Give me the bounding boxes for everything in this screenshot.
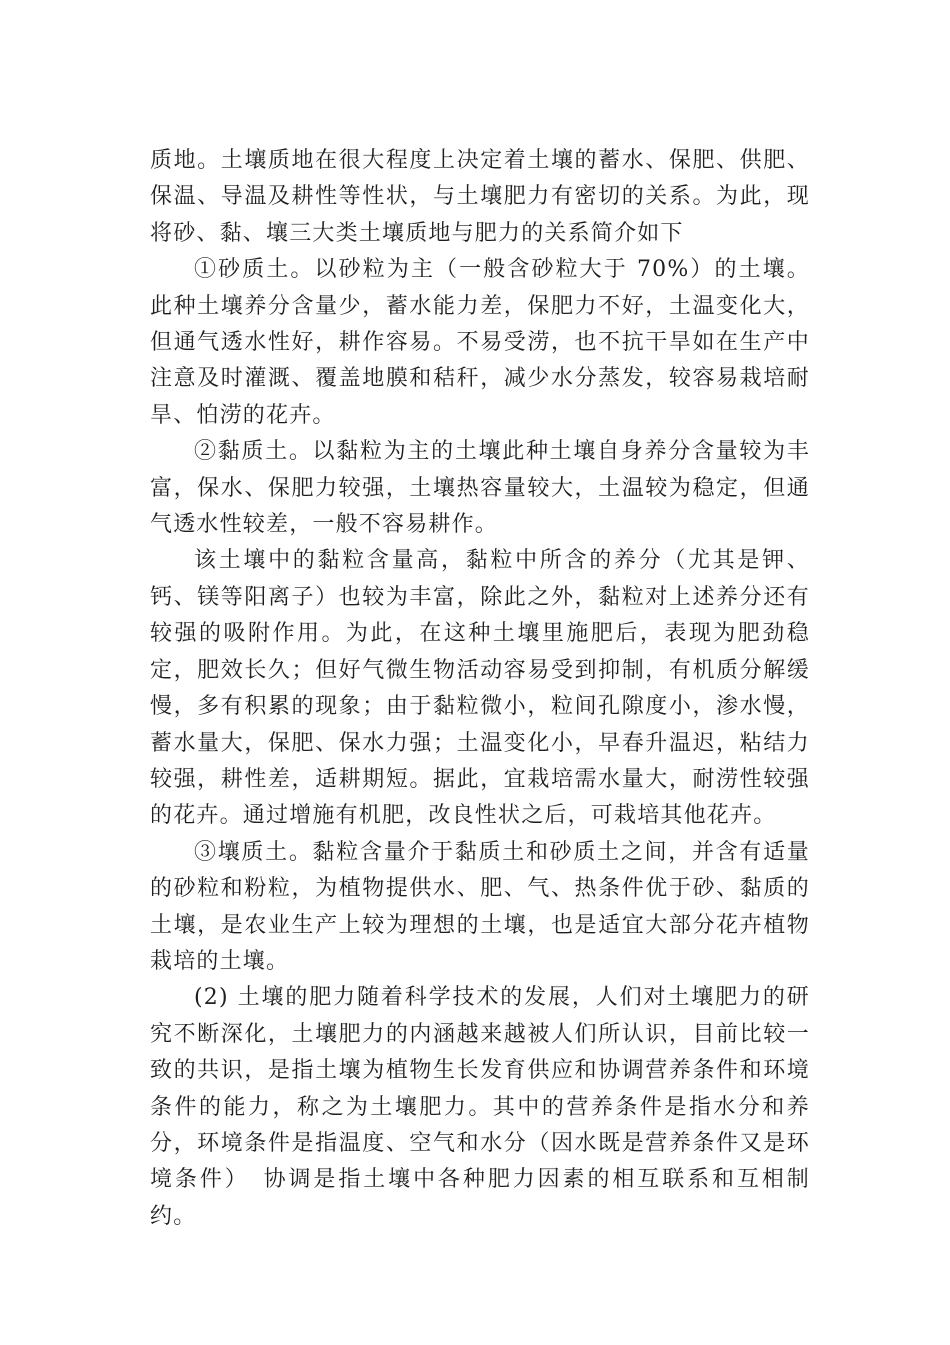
paragraph-loam-soil: ③壤质土。黏粒含量介于黏质土和砂质土之间，并含有适量的砂粒和粉粒，为植物提供水、肥、气、热条件优于砂、黏质的土壤，是农业生产上较为理想的土壤，也是适宜大部分花卉植物栽培的土壤。 bbox=[150, 839, 810, 974]
paragraph-continuation: 质地。土壤质地在很大程度上决定着土壤的蓄水、保肥、供肥、保温、导温及耕性等性状，与土壤肥力有密切的关系。为此，现将砂、黏、壤三大类土壤质地与肥力的关系简介如下 bbox=[150, 148, 810, 246]
paragraph-clay-soil: ②黏质土。以黏粒为主的土壤此种土壤自身养分含量较为丰富，保水、保肥力较强，土壤热容量较大，土温较为稳定，但通气透水性较差，一般不容易耕作。 bbox=[150, 439, 810, 538]
paragraph-soil-fertility: (2) 土壤的肥力随着科学技术的发展，人们对土壤肥力的研究不断深化，土壤肥力的内涵越来越被人们所认识，目前比较一致的共识，是指土壤为植物生长发育供应和协调营养条件和环境条件的能力，称之为土壤肥力。其中的营养条件是指水分和养分，环境条件是指温度、空气和水分（因水既是营养条件又是环境条件） 协调是指土壤中各种肥力因素的相互联系和互相制约。 bbox=[150, 985, 810, 1229]
paragraph-sandy-soil: ①砂质土。以砂粒为主（一般含砂粒大于 70%）的土壤。此种土壤养分含量少，蓄水能力差，保肥力不好，土温变化大，但通气透水性好，耕作容易。不易受涝，也不抗干旱如在生产中注意及时灌溉、覆盖地膜和秸秆，减少水分蒸发，较容易栽培耐旱、怕涝的花卉。 bbox=[150, 257, 810, 428]
paragraph-clay-soil-detail: 该土壤中的黏粒含量高，黏粒中所含的养分（尤其是钾、钙、镁等阳离子）也较为丰富，除此之外，黏粒对上述养分还有较强的吸附作用。为此，在这种土壤里施肥后，表现为肥劲稳定，肥效长久；但好气微生物活动容易受到抑制，有机质分解缓慢，多有积累的现象；由于黏粒微小，粒间孔隙度小，渗水慢，蓄水量大，保肥、保水力强；土温变化小，早春升温迟，粘结力较强，耕性差，适耕期短。据此，宜栽培需水量大，耐涝性较强的花卉。通过增施有机肥，改良性状之后，可栽培其他花卉。 bbox=[150, 548, 810, 829]
body-text bbox=[150, 143, 810, 1235]
